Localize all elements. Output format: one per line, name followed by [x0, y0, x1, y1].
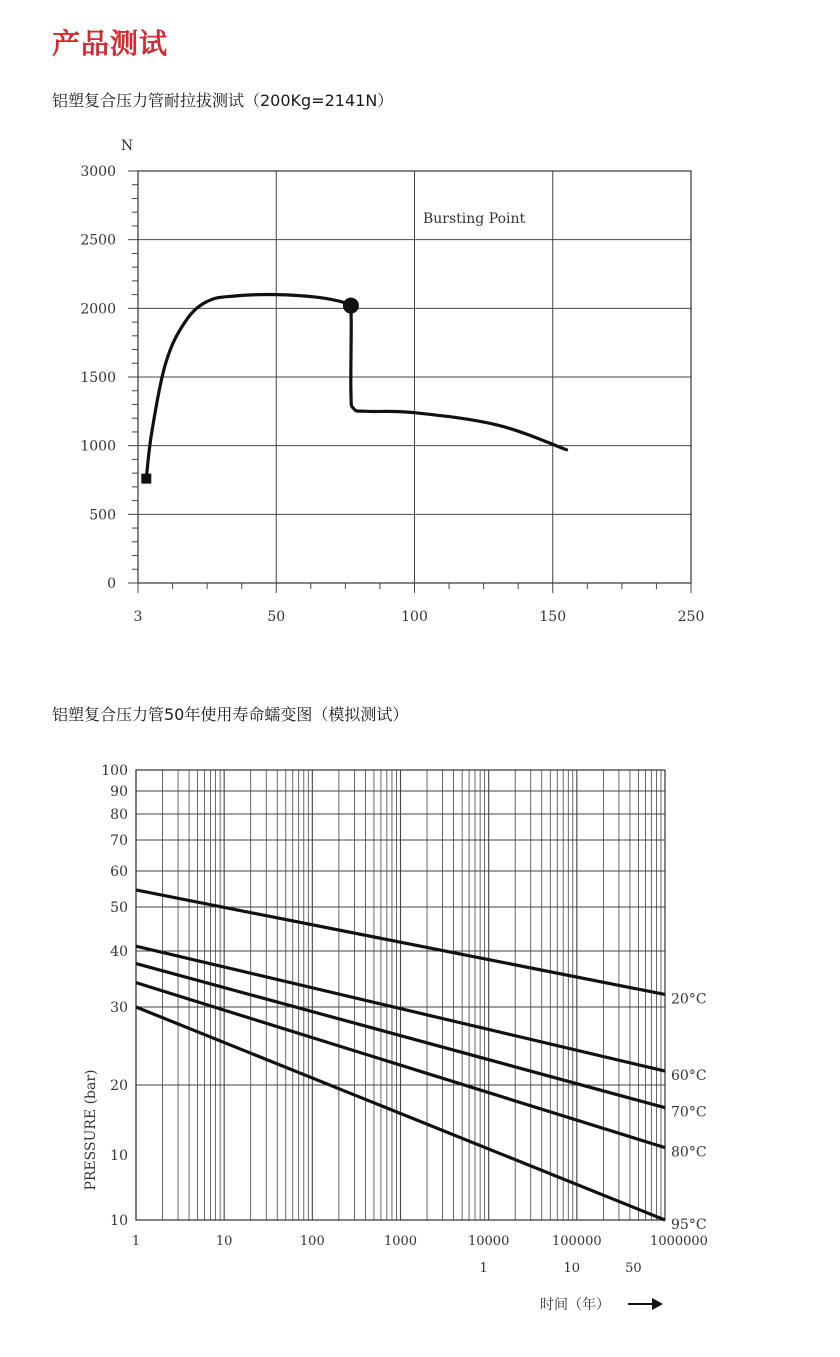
pull-out-test-chart [0, 130, 840, 650]
bursting-point-marker [343, 298, 359, 314]
pull-test-title: 铝塑复合压力管耐拉拔测试（200Kg=2141N） [52, 91, 394, 110]
x-tick-label: 100000 [552, 1234, 602, 1249]
y-tick-label: 90 [110, 784, 128, 800]
y-axis-label: N [120, 138, 134, 154]
y-tick-label: 1000 [80, 438, 116, 455]
y-tick-label: 3000 [80, 164, 116, 180]
series-label: 95°C [671, 1217, 707, 1233]
creep-chart-title: 铝塑复合压力管50年使用寿命蠕变图（模拟测试） [52, 705, 409, 724]
x-tick-label: 3 [133, 609, 143, 625]
y-tick-label: 0 [107, 576, 116, 592]
x-tick-label: 100 [299, 1234, 325, 1249]
pull-force-curve [146, 295, 566, 479]
x-tick-label: 150 [539, 609, 567, 625]
x-tick-label: 10 [215, 1234, 233, 1249]
y-tick-label: 500 [89, 507, 116, 524]
x-tick-label: 100 [401, 609, 428, 625]
x-tick-label: 50 [267, 609, 286, 625]
x-year-tick-label: 1 [479, 1261, 488, 1276]
y-tick-label: 10 [110, 1148, 128, 1164]
y-tick-label: 2500 [80, 232, 116, 249]
series-label: 60°C [671, 1068, 707, 1085]
y-tick-label: 10 [110, 1213, 128, 1229]
y-axis-label: PRESSURE (bar) [83, 1069, 99, 1191]
y-tick-label: 70 [110, 833, 128, 849]
series-label: 70°C [671, 1104, 707, 1121]
y-tick-label: 100 [101, 763, 128, 779]
x-tick-label: 10000 [467, 1234, 510, 1249]
x-year-tick-label: 50 [625, 1261, 642, 1276]
x-tick-label: 1000 [383, 1234, 418, 1249]
x-tick-label: 250 [677, 609, 705, 625]
y-tick-label: 60 [110, 864, 128, 880]
series-label: 20°C [671, 991, 707, 1008]
y-tick-label: 30 [110, 1000, 128, 1016]
x-tick-label: 1 [131, 1234, 141, 1249]
y-tick-label: 20 [110, 1078, 128, 1094]
y-tick-label: 50 [110, 900, 128, 916]
x-year-tick-label: 10 [563, 1261, 581, 1276]
x-tick-label: 1000000 [650, 1234, 708, 1249]
bursting-point-label: Bursting Point [423, 211, 526, 227]
y-tick-label: 80 [110, 807, 128, 823]
y-tick-label: 2000 [80, 301, 116, 318]
x-axis-arrow-icon [652, 1298, 663, 1310]
y-tick-label: 1500 [80, 370, 116, 386]
x-axis-label: 时间（年） [540, 1297, 610, 1313]
y-tick-label: 40 [110, 944, 128, 960]
creep-curve-chart [0, 755, 840, 1325]
series-label: 80°C [671, 1144, 707, 1161]
start-marker [141, 474, 151, 484]
page-title: 产品测试 [52, 27, 169, 60]
